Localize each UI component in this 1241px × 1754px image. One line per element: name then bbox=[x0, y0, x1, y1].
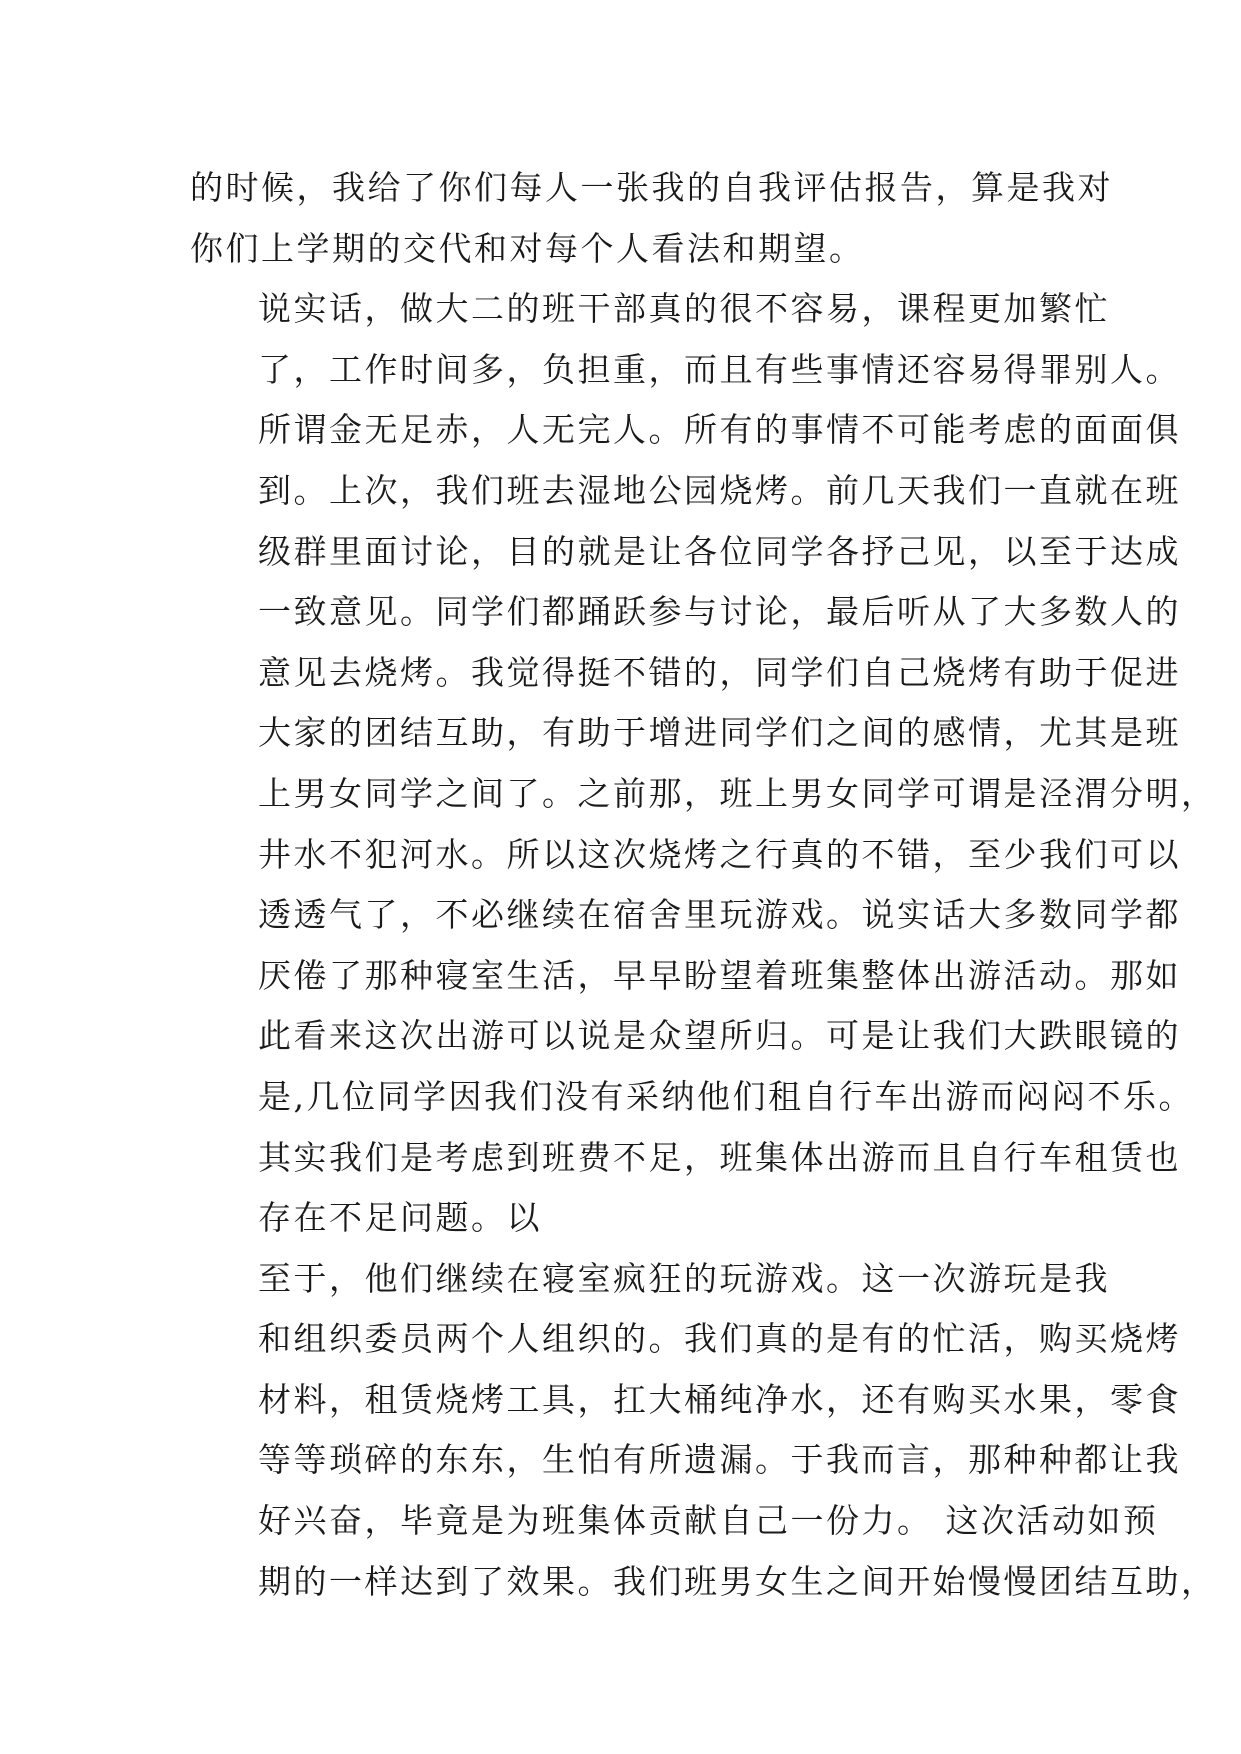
paragraph-2 bbox=[190, 279, 1217, 1249]
text-line: 一致意见。同学们都踊跃参与讨论，最后听从了大多数人的 bbox=[258, 592, 1181, 632]
text-line: 的时候，我给了你们每人一张我的自我评估报告，算是我对 bbox=[190, 168, 1113, 207]
text-line: 期的一样达到了效果。我们班男女生之间开始慢慢团结互助， bbox=[258, 1561, 1217, 1601]
text-line: 至于，他们继续在寝室疯狂的玩游戏。这一次游玩是我 bbox=[258, 1258, 1110, 1298]
text-line: 所谓金无足赤，人无完人。所有的事情不可能考虑的面面俱 bbox=[258, 410, 1181, 450]
text-line: 厌倦了那种寝室生活，早早盼望着班集整体出游活动。那如 bbox=[258, 955, 1181, 995]
text-line: 大家的团结互助，有助于增进同学们之间的感情，尤其是班 bbox=[258, 713, 1181, 753]
text-line: 是,几位同学因我们没有采纳他们租自行车出游而闷闷不乐。 bbox=[258, 1076, 1194, 1116]
text-line: 好兴奋，毕竟是为班集体贡献自己一份力。 这次活动如预 bbox=[258, 1501, 1159, 1541]
text-line: 存在不足问题。以 bbox=[258, 1198, 542, 1238]
paragraph-3 bbox=[190, 1249, 1217, 1613]
text-line: 此看来这次出游可以说是众望所归。可是让我们大跌眼镜的 bbox=[258, 1016, 1181, 1056]
text-line: 透透气了，不必继续在宿舍里玩游戏。说实话大多数同学都 bbox=[258, 895, 1181, 935]
body-text bbox=[190, 158, 1217, 1612]
text-line: 材料，租赁烧烤工具，扛大桶纯净水，还有购买水果，零食 bbox=[258, 1379, 1181, 1419]
text-line: 了，工作时间多，负担重，而且有些事情还容易得罪别人。 bbox=[258, 349, 1181, 389]
text-line: 等等琐碎的东东，生怕有所遗漏。于我而言，那种种都让我 bbox=[258, 1440, 1181, 1480]
text-line: 其实我们是考虑到班费不足，班集体出游而且自行车租赁也 bbox=[258, 1137, 1181, 1177]
text-line: 意见去烧烤。我觉得挺不错的，同学们自己烧烤有助于促进 bbox=[258, 652, 1181, 692]
text-line: 你们上学期的交代和对每个人看法和期望。 bbox=[190, 228, 865, 268]
paragraph-1 bbox=[190, 158, 1113, 279]
text-line: 上男女同学之间了。之前那，班上男女同学可谓是泾渭分明， bbox=[258, 773, 1217, 813]
text-line: 到。上次，我们班去湿地公园烧烤。前几天我们一直就在班 bbox=[258, 470, 1181, 510]
text-line: 级群里面讨论，目的就是让各位同学各抒己见，以至于达成 bbox=[258, 531, 1181, 571]
text-line: 井水不犯河水。所以这次烧烤之行真的不错，至少我们可以 bbox=[258, 834, 1181, 874]
text-line: 说实话，做大二的班干部真的很不容易，课程更加繁忙 bbox=[258, 289, 1110, 329]
text-line: 和组织委员两个人组织的。我们真的是有的忙活，购买烧烤 bbox=[258, 1319, 1181, 1359]
